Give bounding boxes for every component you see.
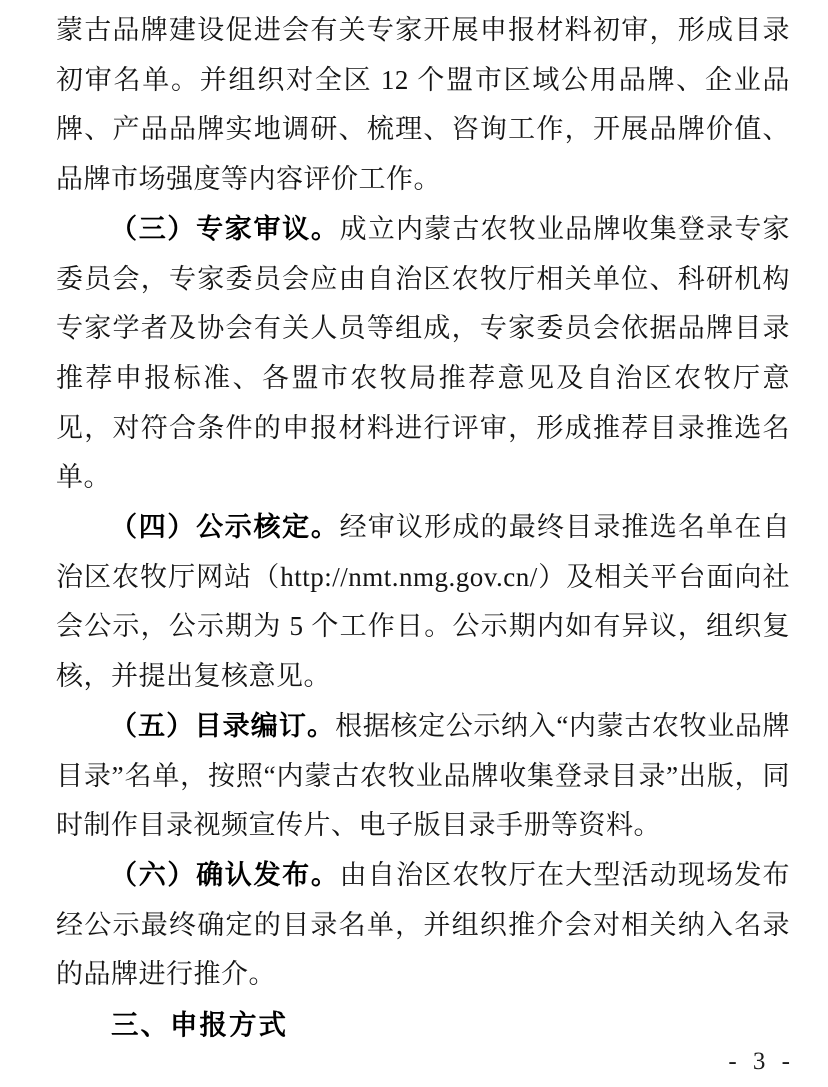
paragraph <box>56 205 790 503</box>
paragraph-text: 根据核定公示纳入“内蒙古农牧业品牌目录”名单，按照“内蒙古农牧业品牌收集登录目录”出版，同时制作目录视频宣传片、电子版目录手册等资料。 <box>56 710 790 841</box>
document-body <box>56 6 790 1050</box>
section-heading <box>56 1000 790 1050</box>
paragraph <box>56 851 790 1000</box>
paragraph-lead: （四）公示核定。 <box>110 512 340 543</box>
paragraph-text: 经审议形成的最终目录推选名单在自治区农牧厅网站（http://nmt.nmg.gov.cn/）及相关平台面向社会公示，公示期为 5 个工作日。公示期内如有异议，组织复核，并提出复核意见。 <box>56 512 791 692</box>
paragraph-text: 由自治区农牧厅在大型活动现场发布经公示最终确定的目录名单，并组织推介会对相关纳入名录的品牌进行推介。 <box>56 859 791 990</box>
paragraph-lead: （五）目录编订。 <box>110 710 336 741</box>
heading-text: 三、申报方式 <box>111 1009 288 1041</box>
page-number: - 3 - <box>728 1048 795 1075</box>
paragraph-text: 蒙古品牌建设促进会有关专家开展申报材料初审，形成目录初审名单。并组织对全区 12 个盟市区域公用品牌、企业品牌、产品品牌实地调研、梳理、咨询工作，开展品牌价值、品牌市场强度等内容评价工作。 <box>56 15 790 195</box>
paragraph <box>56 6 790 205</box>
paragraph <box>56 503 790 702</box>
paragraph-lead: （六）确认发布。 <box>110 859 340 890</box>
paragraph-lead: （三）专家审议。 <box>110 213 340 244</box>
paragraph-text: 成立内蒙古农牧业品牌收集登录专家委员会，专家委员会应由自治区农牧厅相关单位、科研机构专家学者及协会有关人员等组成，专家委员会依据品牌目录推荐申报标准、各盟市农牧局推荐意见及自治区农牧厅意见，对符合条件的申报材料进行评审，形成推荐目录推选名单。 <box>56 213 791 493</box>
paragraph <box>56 702 790 851</box>
